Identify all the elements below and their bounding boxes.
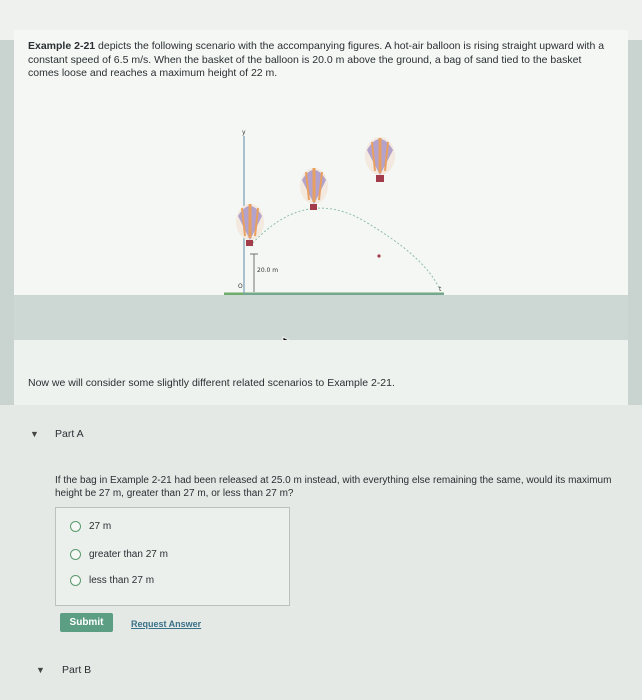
example-figure [214, 126, 454, 304]
caret-down-icon[interactable]: ▼ [36, 665, 45, 675]
option-less-than-27m[interactable] [70, 572, 154, 588]
balloon-icon [236, 204, 264, 246]
radio-button[interactable] [70, 575, 81, 586]
intro-text: Now we will consider some slightly different related scenarios to Example 2-21. [28, 377, 395, 389]
trajectory-path [250, 208, 439, 288]
balloon-figure-svg [214, 126, 454, 304]
example-description [28, 40, 613, 81]
intro-card [14, 340, 628, 405]
balloon-icon [300, 168, 328, 210]
sandbag-marker [377, 254, 380, 257]
example-body: depicts the following scenario with the accompanying figures. A hot-air balloon is rising straight upward with a constant speed of 6.5 m/s. When the basket of the balloon is 20.0 m above the ground, a bag of sand tied to the basket comes loose and reaches a maximum height of 22 m. [28, 40, 605, 79]
height-label: 20.0 m [257, 267, 279, 274]
origin-label: O [238, 283, 243, 290]
part-a-question: If the bag in Example 2-21 had been released at 25.0 m instead, with everything else remaining the same, would its maximum height be 27 m, greater than 27 m, or less than 27 m? [55, 475, 612, 499]
answer-options [55, 507, 290, 606]
example-card [14, 30, 628, 295]
balloon-icon [365, 137, 395, 182]
y-axis-label: y [242, 129, 246, 136]
example-title: Example 2-21 [28, 40, 96, 52]
option-label: less than 27 m [89, 574, 155, 586]
radio-button[interactable] [70, 521, 81, 532]
parts-section [0, 405, 642, 700]
option-label: greater than 27 m [89, 548, 168, 560]
time-axis-label: t [439, 286, 442, 293]
submit-button[interactable]: Submit [60, 613, 113, 632]
option-greater-than-27m[interactable] [70, 546, 168, 562]
part-a-label[interactable]: Part A [55, 428, 84, 440]
radio-button[interactable] [70, 549, 81, 560]
option-27m[interactable] [70, 518, 111, 534]
part-b-label[interactable]: Part B [62, 664, 92, 676]
option-label: 27 m [89, 520, 112, 532]
caret-down-icon[interactable]: ▼ [30, 429, 39, 439]
figure-gap [14, 295, 628, 340]
request-answer-link[interactable]: Request Answer [131, 619, 202, 629]
